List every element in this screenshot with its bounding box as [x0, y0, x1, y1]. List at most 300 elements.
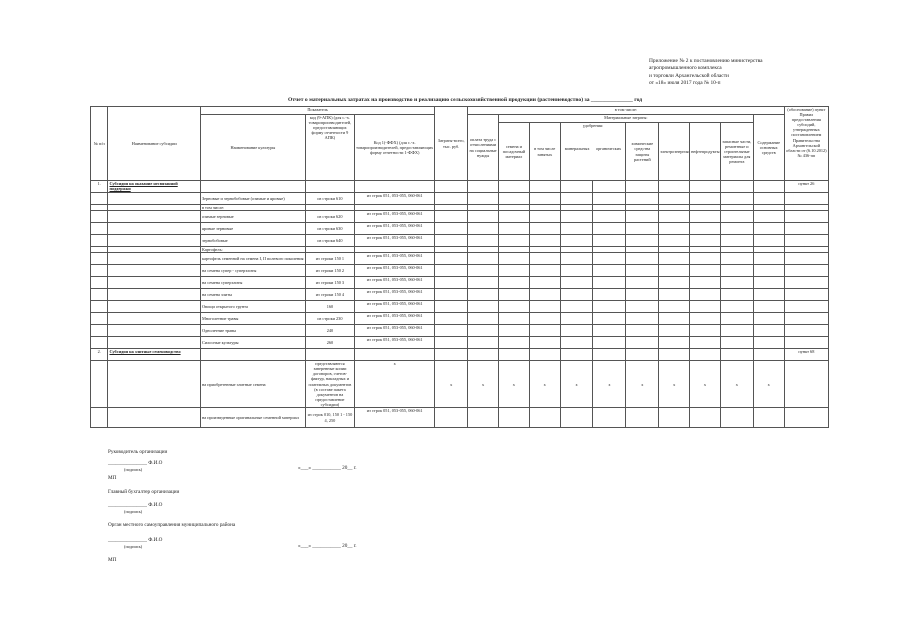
empty-cell: [529, 408, 560, 428]
empty-cell: [720, 277, 753, 289]
empty-cell: [435, 337, 468, 349]
empty-cell: [784, 193, 828, 205]
crop-name-cell: озимые зерновые: [200, 211, 305, 223]
table-row: [91, 361, 829, 408]
na-mark-cell: х: [435, 361, 468, 408]
empty-cell: [784, 361, 828, 408]
empty-cell: [91, 313, 108, 325]
empty-cell: [435, 408, 468, 428]
empty-cell: [560, 253, 593, 265]
code-1fkh-cell: из строк 051, 053-055, 060-061: [355, 289, 435, 301]
code-9apk-cell: из строки 150 3: [305, 277, 354, 289]
empty-cell: [690, 223, 721, 235]
empty-cell: [784, 289, 828, 301]
header-indicators: Показатель: [200, 107, 434, 115]
empty-cell: [435, 313, 468, 325]
code-9apk-cell: из строки 620: [305, 211, 354, 223]
empty-cell: [91, 289, 108, 301]
empty-cell: [108, 325, 200, 337]
empty-cell: [560, 223, 593, 235]
empty-cell: [498, 313, 529, 325]
empty-cell: [468, 235, 499, 247]
header-fuel: нефтепродукты: [690, 123, 721, 181]
empty-cell: [659, 337, 690, 349]
empty-cell: [593, 211, 626, 223]
empty-cell: [529, 313, 560, 325]
table-row: [91, 408, 829, 428]
crop-name-cell: на приобретенные элитные семена: [200, 361, 305, 408]
empty-cell: [435, 265, 468, 277]
empty-cell: [626, 265, 659, 277]
empty-cell: [108, 211, 200, 223]
code-1fkh-cell: из строк 051, 053-055, 060-061: [355, 337, 435, 349]
empty-cell: [498, 408, 529, 428]
empty-cell: [468, 277, 499, 289]
empty-cell: [784, 253, 828, 265]
empty-cell: [468, 253, 499, 265]
appendix-line-1: Приложение № 2 к постановлению министерства: [649, 58, 763, 64]
empty-cell: [498, 235, 529, 247]
empty-cell: [753, 235, 784, 247]
header-right: (обоснование) пункт Правил предоставления субсидий, утвержденных постановлением Правительства Архангельской области от (6.10.2012) № 436-пп: [784, 107, 828, 181]
section-2-num: 2.: [91, 349, 108, 361]
empty-cell: [753, 223, 784, 235]
empty-cell: [626, 223, 659, 235]
crop-name-cell: на семена элиты: [200, 289, 305, 301]
empty-cell: [91, 277, 108, 289]
empty-cell: [108, 361, 200, 408]
empty-cell: [690, 265, 721, 277]
accountant-sign-caption: (подпись): [124, 509, 143, 514]
empty-cell: [659, 211, 690, 223]
empty-cell: [560, 265, 593, 277]
empty-cell: [753, 301, 784, 313]
empty-cell: [91, 211, 108, 223]
empty-cell: [784, 337, 828, 349]
empty-cell: [108, 235, 200, 247]
empty-cell: [498, 193, 529, 205]
code-9apk-cell: 260: [305, 337, 354, 349]
table-row: [91, 325, 829, 337]
code-9apk-cell: из строки 630: [305, 223, 354, 235]
header-crop-name: Наименование культуры: [200, 115, 305, 181]
empty-cell: [560, 313, 593, 325]
section-1-point: пункт 26: [784, 181, 828, 193]
empty-cell: [529, 289, 560, 301]
empty-cell: [108, 301, 200, 313]
empty-cell: [659, 277, 690, 289]
empty-cell: [784, 211, 828, 223]
empty-cell: [659, 408, 690, 428]
empty-cell: [560, 277, 593, 289]
empty-cell: [784, 265, 828, 277]
empty-cell: [720, 408, 753, 428]
empty-cell: [108, 289, 200, 301]
header-mineral: минеральных: [564, 146, 590, 152]
empty-cell: [91, 235, 108, 247]
table-row: [91, 277, 829, 289]
empty-cell: [529, 325, 560, 337]
na-mark-cell: х: [690, 361, 721, 408]
na-mark-cell: х: [498, 361, 529, 408]
authority-date: «___» ___________ 20__ г.: [298, 543, 357, 549]
empty-cell: [593, 289, 626, 301]
empty-cell: [498, 337, 529, 349]
empty-cell: [529, 211, 560, 223]
empty-cell: [626, 193, 659, 205]
empty-cell: [560, 211, 593, 223]
empty-cell: [659, 265, 690, 277]
empty-cell: [753, 325, 784, 337]
head-date: «___» ___________ 20__ г.: [298, 465, 357, 471]
authority-label: Орган местного самоуправления муниципального района: [108, 522, 236, 528]
empty-cell: [690, 277, 721, 289]
empty-cell: [435, 325, 468, 337]
empty-cell: [626, 253, 659, 265]
empty-cell: [626, 235, 659, 247]
empty-cell: [626, 325, 659, 337]
empty-cell: [560, 337, 593, 349]
empty-cell: [593, 337, 626, 349]
empty-cell: [435, 253, 468, 265]
header-electric: электроэнергия: [659, 123, 690, 181]
empty-cell: [91, 223, 108, 235]
code-9apk-cell: из строки 150 1: [305, 253, 354, 265]
empty-cell: [593, 265, 626, 277]
empty-cell: [753, 253, 784, 265]
authority-mp: МП: [108, 557, 117, 563]
code-1fkh-cell: из строк 051, 053-055, 060-061: [355, 193, 435, 205]
na-mark-cell: х: [626, 361, 659, 408]
code-9apk-cell: представляются заверенные копии договоров, счетов-фактур, накладных и платежных документов (в составе пакета документов на предоставление субсидии): [305, 361, 354, 408]
empty-cell: [626, 289, 659, 301]
empty-cell: [529, 277, 560, 289]
empty-cell: [560, 301, 593, 313]
empty-cell: [468, 289, 499, 301]
table-row: [91, 253, 829, 265]
table-row: [91, 313, 829, 325]
empty-cell: [659, 313, 690, 325]
empty-cell: [91, 253, 108, 265]
code-1fkh-cell: из строк 051, 053-055, 060-061: [355, 253, 435, 265]
section-2-name: Субсидия на элитные семеноводство: [108, 349, 200, 361]
header-repair: запасные части, ремонтные и строительные материалы для ремонта: [720, 123, 753, 181]
empty-cell: [435, 301, 468, 313]
empty-cell: [720, 289, 753, 301]
empty-cell: [720, 313, 753, 325]
code-1fkh-cell: из строк 051, 053-055, 060-061: [355, 277, 435, 289]
crop-name-cell: Силосные культуры: [200, 337, 305, 349]
appendix-line-2: агропромышленного комплекса: [649, 65, 722, 72]
empty-cell: [753, 211, 784, 223]
empty-cell: [690, 325, 721, 337]
table-row: [91, 337, 829, 349]
empty-cell: [91, 408, 108, 428]
empty-cell: [108, 313, 200, 325]
authority-fio: _______________ Ф.И.О: [108, 537, 163, 543]
empty-cell: [91, 361, 108, 408]
empty-cell: [593, 193, 626, 205]
code-1fkh-cell: из строк 051, 053-055, 060-061: [355, 313, 435, 325]
empty-cell: [720, 235, 753, 247]
empty-cell: [498, 301, 529, 313]
empty-cell: [468, 265, 499, 277]
head-label: Руководитель организации: [108, 449, 168, 455]
empty-cell: [690, 408, 721, 428]
empty-cell: [784, 235, 828, 247]
empty-cell: [784, 223, 828, 235]
crop-name-cell: картофель семенной на семена I, II полевого поколения: [200, 253, 305, 265]
crop-name-cell: в том числе:: [200, 205, 305, 211]
code-9apk-cell: 240: [305, 325, 354, 337]
crop-name-cell: на семена супер - суперэлиты: [200, 265, 305, 277]
header-num: № п/п: [91, 107, 108, 181]
section-2-point: пункт 68: [784, 349, 828, 361]
empty-cell: [435, 211, 468, 223]
empty-cell: [659, 253, 690, 265]
code-1fkh-cell: из строк 051, 053-055, 060-061: [355, 265, 435, 277]
empty-cell: [91, 193, 108, 205]
empty-cell: [659, 301, 690, 313]
empty-cell: [529, 253, 560, 265]
empty-cell: [593, 235, 626, 247]
crop-name-cell: Овощи открытого грунта: [200, 301, 305, 313]
empty-cell: [498, 277, 529, 289]
empty-cell: [690, 193, 721, 205]
empty-cell: [626, 301, 659, 313]
code-9apk-cell: 160: [305, 301, 354, 313]
crop-name-cell: Однолетние травы: [200, 325, 305, 337]
header-fertilizers-group: [560, 123, 626, 181]
empty-cell: [720, 193, 753, 205]
empty-cell: [720, 325, 753, 337]
code-1fkh-cell: из строк 051, 053-055, 060-061: [355, 223, 435, 235]
empty-cell: [784, 301, 828, 313]
empty-cell: [435, 289, 468, 301]
empty-cell: [626, 408, 659, 428]
empty-cell: [659, 325, 690, 337]
table-row: [91, 235, 829, 247]
empty-cell: [108, 193, 200, 205]
header-labor: оплата труда с отчислениями на социальные нужды: [468, 115, 499, 181]
empty-cell: [720, 337, 753, 349]
header-code-1fkh: Код 1(-ФФХ) (для с.-х. товаропроизводителей, предоставляющих форму отчетности 1-ФФХ): [355, 115, 435, 181]
empty-cell: [720, 301, 753, 313]
empty-cell: [626, 277, 659, 289]
empty-cell: [498, 289, 529, 301]
crop-name-cell: на произведенные оригинальные семенной материал: [200, 408, 305, 428]
empty-cell: [593, 277, 626, 289]
header-organic: органических: [595, 146, 622, 152]
empty-cell: [529, 265, 560, 277]
empty-cell: [626, 313, 659, 325]
crop-name-cell: Зерновые и зернобобовые (озимые и яровые): [200, 193, 305, 205]
accountant-label: Главный бухгалтер организации: [108, 489, 180, 495]
empty-cell: [690, 313, 721, 325]
empty-cell: [468, 223, 499, 235]
empty-cell: [720, 223, 753, 235]
empty-cell: [108, 265, 200, 277]
empty-cell: [468, 313, 499, 325]
empty-cell: [659, 223, 690, 235]
empty-cell: [498, 211, 529, 223]
appendix-line-3: и торговли Архангельской области: [649, 72, 729, 79]
empty-cell: [626, 337, 659, 349]
empty-cell: [659, 193, 690, 205]
empty-cell: [593, 253, 626, 265]
empty-cell: [498, 223, 529, 235]
header-material-costs: Материальные затраты:: [498, 115, 753, 123]
empty-cell: [529, 193, 560, 205]
code-1fkh-cell: х: [355, 361, 435, 408]
header-costs-total: Затраты-всего, тыс. руб.: [435, 107, 468, 181]
header-fertilizers: удобрения:: [582, 123, 604, 128]
empty-cell: [529, 223, 560, 235]
empty-cell: [784, 313, 828, 325]
empty-cell: [690, 235, 721, 247]
empty-cell: [529, 337, 560, 349]
header-services: Содержание основных средств: [753, 115, 784, 181]
empty-cell: [108, 277, 200, 289]
crop-name-cell: Многолетние травы: [200, 313, 305, 325]
empty-cell: [468, 211, 499, 223]
empty-cell: [784, 325, 828, 337]
header-incl: в том числе:: [468, 107, 785, 115]
empty-cell: [720, 211, 753, 223]
empty-cell: [753, 193, 784, 205]
header-subsidy-name: Наименование субсидии: [108, 107, 200, 181]
empty-cell: [690, 337, 721, 349]
empty-cell: [753, 289, 784, 301]
empty-cell: [468, 325, 499, 337]
empty-cell: [690, 253, 721, 265]
empty-cell: [560, 325, 593, 337]
na-mark-cell: х: [529, 361, 560, 408]
empty-cell: [720, 265, 753, 277]
head-mp: МП: [108, 475, 117, 481]
table-row: [91, 211, 829, 223]
empty-cell: [659, 289, 690, 301]
code-9apk-cell: из строки 640: [305, 235, 354, 247]
head-fio: _______________ Ф.И.О: [108, 460, 163, 466]
empty-cell: [753, 265, 784, 277]
empty-cell: [498, 253, 529, 265]
na-mark-cell: х: [468, 361, 499, 408]
header-own: в том числе занятых: [529, 123, 560, 181]
document-title: Отчет о материальных затратах на производство и реализацию сельскохозяйственной продукции (растениеводство) за _______________ год: [288, 97, 643, 103]
empty-cell: [784, 277, 828, 289]
head-sign-caption: (подпись): [124, 467, 143, 472]
empty-cell: [720, 253, 753, 265]
empty-cell: [560, 235, 593, 247]
crop-name-cell: яровые зерновые: [200, 223, 305, 235]
code-9apk-cell: из строки 150 4: [305, 289, 354, 301]
crop-name-cell: на семена суперэлиты: [200, 277, 305, 289]
na-mark-cell: х: [593, 361, 626, 408]
table-row: [91, 193, 829, 205]
empty-cell: [91, 337, 108, 349]
appendix-note: [649, 58, 889, 88]
empty-cell: [108, 223, 200, 235]
code-1fkh-cell: из строк 051, 053-055, 060-061: [355, 301, 435, 313]
empty-cell: [435, 235, 468, 247]
empty-cell: [753, 337, 784, 349]
empty-cell: [529, 235, 560, 247]
empty-cell: [753, 313, 784, 325]
empty-cell: [468, 193, 499, 205]
empty-cell: [529, 301, 560, 313]
empty-cell: [560, 289, 593, 301]
code-1fkh-cell: из строк 051, 053-055, 060-061: [355, 211, 435, 223]
empty-cell: [690, 211, 721, 223]
table-row: [91, 265, 829, 277]
empty-cell: [593, 223, 626, 235]
empty-cell: [659, 235, 690, 247]
empty-cell: [108, 253, 200, 265]
empty-cell: [435, 193, 468, 205]
header-protection: химические средства защиты растений: [626, 123, 659, 181]
empty-cell: [626, 211, 659, 223]
empty-cell: [435, 223, 468, 235]
code-9apk-cell: из строки 150 2: [305, 265, 354, 277]
table-row: [91, 301, 829, 313]
na-mark-cell: х: [753, 361, 784, 408]
section-1-name: Субсидия на оказание несвязанной поддержки: [108, 181, 200, 193]
empty-cell: [468, 337, 499, 349]
header-code-9apk: код (9-АПК) (для с.-х. товаропроизводителей, предоставляющих форму отчетности 9 АПК): [305, 115, 354, 181]
empty-cell: [690, 289, 721, 301]
code-1fkh-cell: из строк 051, 053-055, 060-061: [355, 325, 435, 337]
crop-name-cell: зернобобовые: [200, 235, 305, 247]
empty-cell: [91, 325, 108, 337]
empty-cell: [593, 408, 626, 428]
table-row: [91, 289, 829, 301]
empty-cell: [498, 325, 529, 337]
empty-cell: [468, 301, 499, 313]
na-mark-cell: х: [720, 361, 753, 408]
empty-cell: [593, 313, 626, 325]
code-1fkh-cell: из строк 051, 053-055, 060-061: [355, 408, 435, 428]
empty-cell: [753, 277, 784, 289]
code-9apk-cell: из строк 010, 150 1 - 150 4, 250: [305, 408, 354, 428]
empty-cell: [91, 301, 108, 313]
table-row: [91, 223, 829, 235]
empty-cell: [784, 408, 828, 428]
empty-cell: [91, 265, 108, 277]
na-mark-cell: х: [560, 361, 593, 408]
empty-cell: [690, 301, 721, 313]
na-mark-cell: х: [659, 361, 690, 408]
code-9apk-cell: из строки 230: [305, 313, 354, 325]
empty-cell: [560, 408, 593, 428]
empty-cell: [753, 408, 784, 428]
empty-cell: [468, 408, 499, 428]
empty-cell: [593, 301, 626, 313]
appendix-line-4: от «18» июля 2017 года № 10-п: [649, 80, 721, 87]
authority-sign-caption: (подпись): [124, 544, 143, 549]
accountant-fio: _______________ Ф.И.О: [108, 502, 163, 508]
code-9apk-cell: из строки 610: [305, 193, 354, 205]
report-table: [90, 106, 829, 428]
section-1-num: 1.: [91, 181, 108, 193]
empty-cell: [498, 265, 529, 277]
empty-cell: [593, 325, 626, 337]
code-1fkh-cell: из строк 051, 053-055, 060-061: [355, 235, 435, 247]
empty-cell: [435, 277, 468, 289]
empty-cell: [560, 193, 593, 205]
crop-name-cell: Картофель:: [200, 247, 305, 253]
header-seeds: семена и посадочный материал: [498, 123, 529, 181]
